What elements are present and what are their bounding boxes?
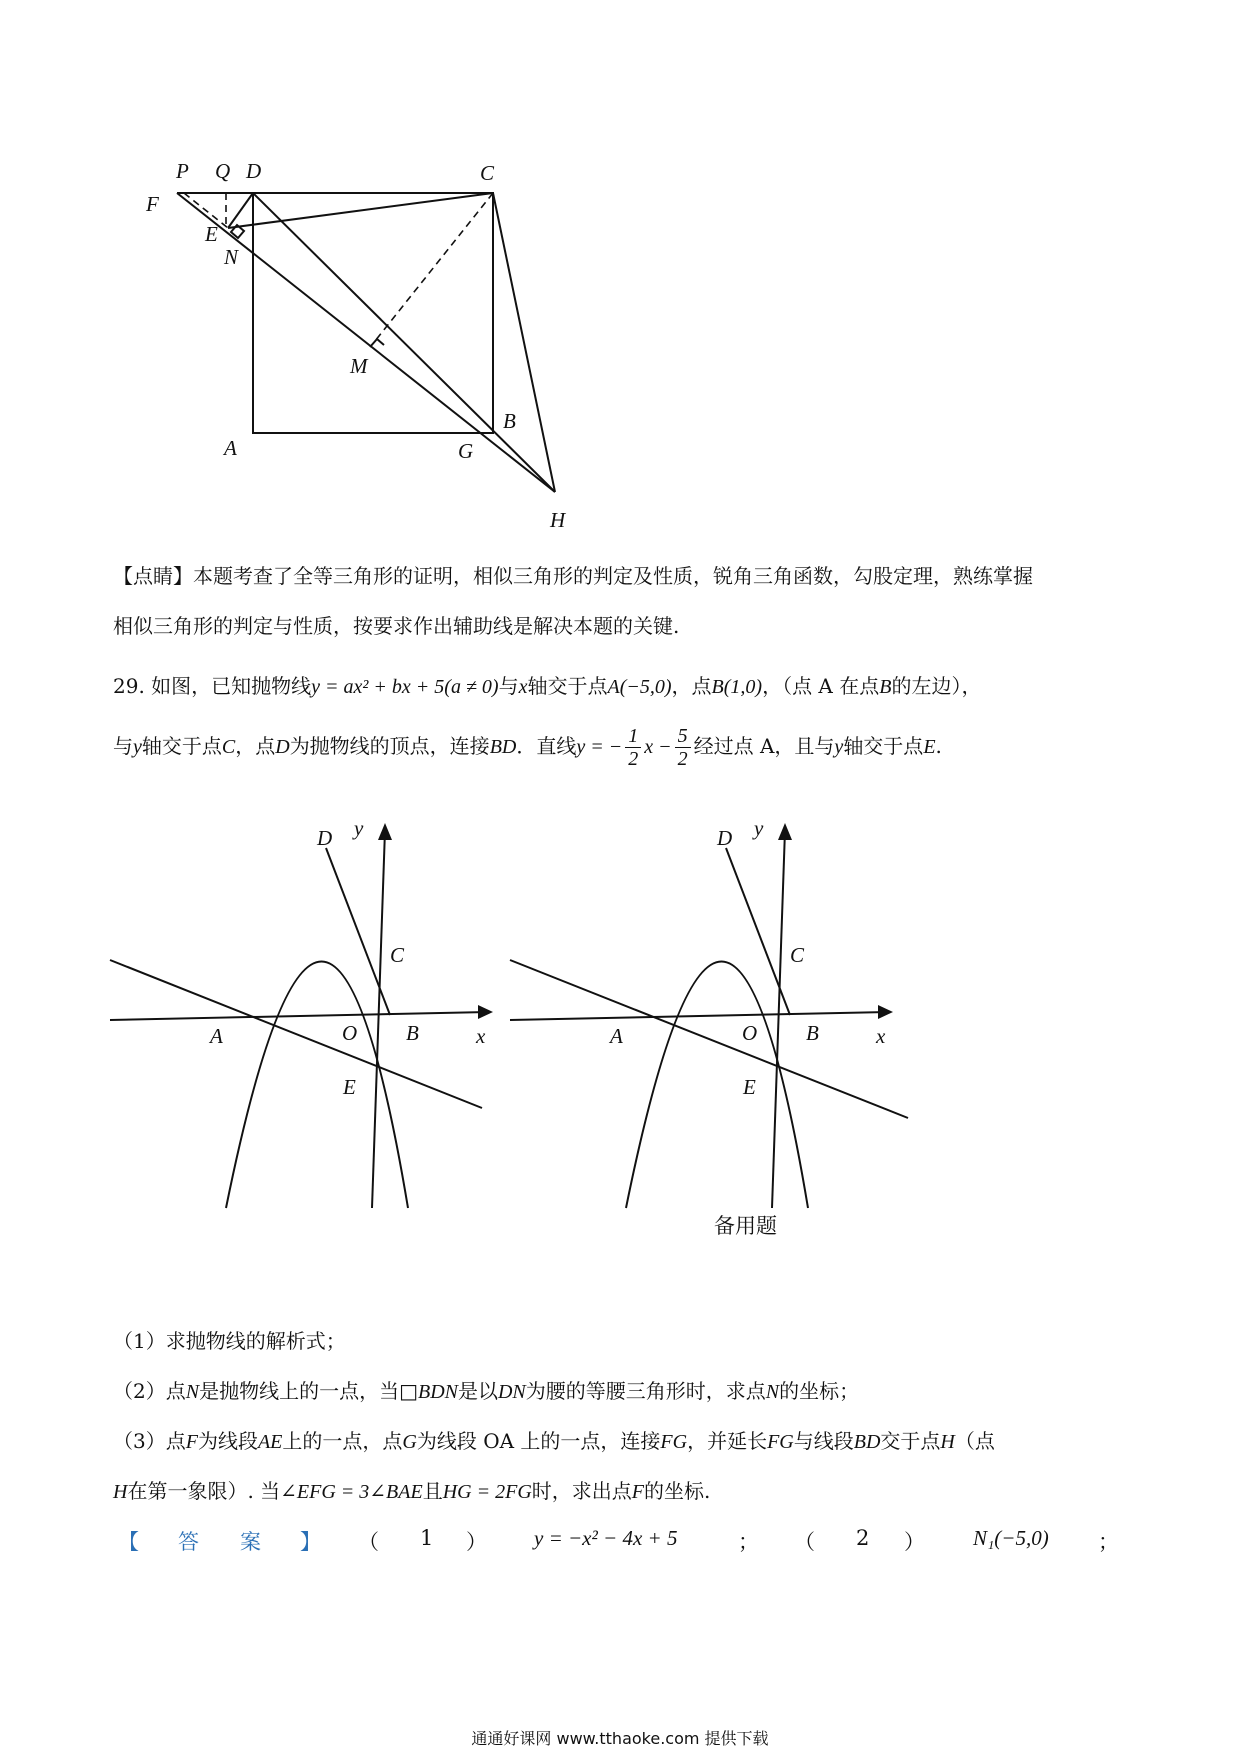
var-n: N — [185, 1381, 200, 1403]
answer-number: 2 — [856, 1526, 870, 1550]
graph-label-b: B — [806, 1021, 819, 1045]
problem-text: 如图，已知抛物线 — [151, 674, 312, 698]
question-text: 是以 — [457, 1379, 498, 1403]
question-text: （2）点 — [113, 1379, 186, 1403]
question-3-line-1 — [113, 1416, 1133, 1467]
y-axis-arrow-icon — [778, 823, 792, 840]
question-text: 在第一象限）. 当 — [127, 1479, 281, 1503]
problem-line-2 — [113, 721, 1133, 772]
triangle-symbol: □ — [399, 1379, 418, 1403]
x-axis-arrow-icon — [878, 1005, 893, 1019]
graph-label-x: x — [876, 1024, 886, 1048]
question-text: 的坐标； — [779, 1379, 860, 1403]
problem-number: 29. — [113, 674, 145, 698]
answer-paren: ） — [466, 1530, 487, 1554]
parabola-curve — [226, 962, 408, 1209]
page-footer: 通通好课网 www.tthaoke.com 提供下载 — [471, 1729, 769, 1748]
label-p: P — [176, 159, 189, 183]
graph-label-y: y — [354, 816, 364, 840]
x-axis — [110, 1012, 488, 1020]
question-3-line-2 — [113, 1466, 1133, 1517]
problem-text: 为抛物线的顶点，连接 — [289, 734, 490, 758]
graph-label-c: C — [790, 943, 805, 967]
dashed-cm — [375, 193, 493, 341]
line-dh — [253, 193, 555, 492]
var-y: y — [834, 736, 844, 758]
right-angle-mark-m — [370, 339, 384, 347]
graph-label-o: O — [342, 1021, 358, 1045]
segment-bd — [326, 848, 390, 1015]
var-c: C — [221, 736, 236, 758]
label-c: C — [480, 161, 495, 185]
graph-label-e: E — [743, 1075, 756, 1099]
var-g: G — [402, 1431, 417, 1453]
graph-label-d: D — [317, 826, 333, 850]
parabola-graph-main — [110, 810, 510, 1210]
question-text: 为腰的等腰三角形时，求点 — [525, 1379, 766, 1403]
label-m: M — [350, 354, 368, 378]
line-ae — [110, 960, 482, 1108]
frac-numerator: 5 — [675, 725, 691, 748]
problem-line-1 — [113, 661, 1133, 712]
frac-denominator: 2 — [677, 748, 688, 770]
question-text: 是抛物线上的一点，当 — [199, 1379, 400, 1403]
geometry-figure-square — [0, 0, 1240, 560]
var-x: x — [518, 676, 528, 698]
line-ce — [228, 193, 493, 228]
answer-bracket-close: 】 — [300, 1530, 321, 1554]
var-fg: FG — [767, 1431, 794, 1453]
question-text: 且 — [422, 1479, 443, 1503]
frac-denominator: 2 — [628, 748, 639, 770]
answer-bracket-open: 【 — [118, 1530, 139, 1554]
label-n: N — [224, 245, 239, 269]
question-text: 与线段 — [793, 1429, 854, 1453]
question-text: （点 — [954, 1429, 995, 1453]
note-line-1: 【点睛】本题考查了全等三角形的证明，相似三角形的判定及性质，锐角三角函数，勾股定理，熟练掌握 — [113, 564, 1033, 588]
answer-char: 案 — [240, 1530, 261, 1554]
fraction-one-half — [625, 725, 641, 770]
answer-char: 答 — [178, 1530, 199, 1554]
var-h: H — [940, 1431, 955, 1453]
fraction-five-halves — [675, 725, 691, 770]
label-e: E — [205, 222, 218, 246]
question-text: 为线段 — [197, 1429, 258, 1453]
y-axis — [772, 830, 785, 1208]
var-b: B — [879, 676, 892, 698]
var-bdn: BDN — [417, 1381, 458, 1403]
problem-text: . — [935, 734, 942, 758]
var-n: N — [765, 1381, 780, 1403]
problem-text: 轴交于点 — [843, 734, 924, 758]
graph-label-a: A — [610, 1024, 623, 1048]
label-b: B — [503, 409, 516, 433]
answer-separator: ； — [1098, 1530, 1119, 1554]
problem-text: ，点 — [235, 734, 276, 758]
problem-text: ．直线 — [516, 734, 577, 758]
problem-text: ，点 — [671, 674, 712, 698]
answer-paren: ） — [904, 1530, 925, 1554]
problem-text: 经过点 A，且与 — [693, 734, 835, 758]
answer-paren: （ — [358, 1530, 379, 1554]
x-axis — [510, 1012, 888, 1020]
question-text: 为线段 OA 上的一点，连接 — [416, 1429, 661, 1453]
var-e: E — [923, 736, 936, 758]
problem-text: ，（点 A 在点 — [762, 674, 880, 698]
question-text: ，并延长 — [687, 1429, 768, 1453]
graph-label-a: A — [210, 1024, 223, 1048]
var-ae: AE — [257, 1431, 283, 1453]
line-ch — [493, 193, 555, 492]
note-line-2: 相似三角形的判定与性质，按要求作出辅助线是解决本题的关键. — [113, 614, 680, 638]
line-ae — [510, 960, 908, 1118]
x-axis-arrow-icon — [478, 1005, 493, 1019]
question-text: 交于点 — [880, 1429, 941, 1453]
parabola-curve — [626, 962, 808, 1209]
label-h: H — [550, 508, 566, 532]
var-h: H — [113, 1481, 128, 1503]
graph-label-d: D — [717, 826, 733, 850]
graph-label-c: C — [390, 943, 405, 967]
y-axis-arrow-icon — [378, 823, 392, 840]
var-f: F — [631, 1481, 644, 1503]
line-de — [228, 193, 253, 228]
question-text: （3）点 — [113, 1429, 186, 1453]
point-a: A(−5,0) — [607, 676, 672, 698]
problem-text: 轴交于点 — [141, 734, 222, 758]
problem-text: 的左边）， — [891, 674, 982, 698]
point-b: B(1,0) — [711, 676, 763, 698]
label-q: Q — [215, 159, 231, 183]
frac-numerator: 1 — [625, 725, 641, 748]
graph-label-b: B — [406, 1021, 419, 1045]
var-dn: DN — [497, 1381, 526, 1403]
problem-text: 与 — [498, 674, 519, 698]
var-f: F — [185, 1431, 198, 1453]
answer-equation-2: N₁(−5,0) — [973, 1526, 1049, 1550]
var-bd: BD — [853, 1431, 881, 1453]
angle-equation: ∠EFG = 3∠BAE — [280, 1481, 423, 1503]
segment-bd — [726, 848, 790, 1015]
line-equation-mid: x − — [644, 736, 672, 758]
graph-label-y: y — [754, 816, 764, 840]
problem-text: 与 — [113, 734, 133, 758]
question-text: 的坐标. — [643, 1479, 711, 1503]
parabola-equation: y = ax² + bx + 5(a ≠ 0) — [311, 676, 499, 698]
graph-label-x: x — [476, 1024, 486, 1048]
label-a: A — [224, 436, 237, 460]
label-d: D — [246, 159, 262, 183]
label-g: G — [458, 439, 474, 463]
var-bd: BD — [489, 736, 517, 758]
var-y: y — [133, 736, 142, 758]
length-equation: HG = 2FG — [442, 1481, 532, 1503]
answer-separator: ； — [738, 1530, 759, 1554]
var-fg: FG — [660, 1431, 688, 1453]
graph-label-o: O — [742, 1021, 758, 1045]
line-equation: y = − — [576, 736, 623, 758]
graph-label-e: E — [343, 1075, 356, 1099]
answer-equation-1: y = −x² − 4x + 5 — [534, 1526, 678, 1550]
parabola-graph-backup — [510, 810, 910, 1210]
question-2 — [113, 1366, 1133, 1417]
question-text: 上的一点，点 — [282, 1429, 403, 1453]
answer-paren: （ — [794, 1530, 815, 1554]
var-d: D — [275, 736, 290, 758]
answer-number: 1 — [420, 1526, 434, 1550]
problem-text: 轴交于点 — [527, 674, 608, 698]
figure-caption: 备用题 — [714, 1214, 777, 1238]
question-1: （1）求抛物线的解析式； — [113, 1329, 346, 1353]
question-text: 时，求出点 — [531, 1479, 632, 1503]
y-axis — [372, 830, 385, 1208]
answer-line — [118, 1526, 1123, 1560]
label-f: F — [146, 192, 159, 216]
